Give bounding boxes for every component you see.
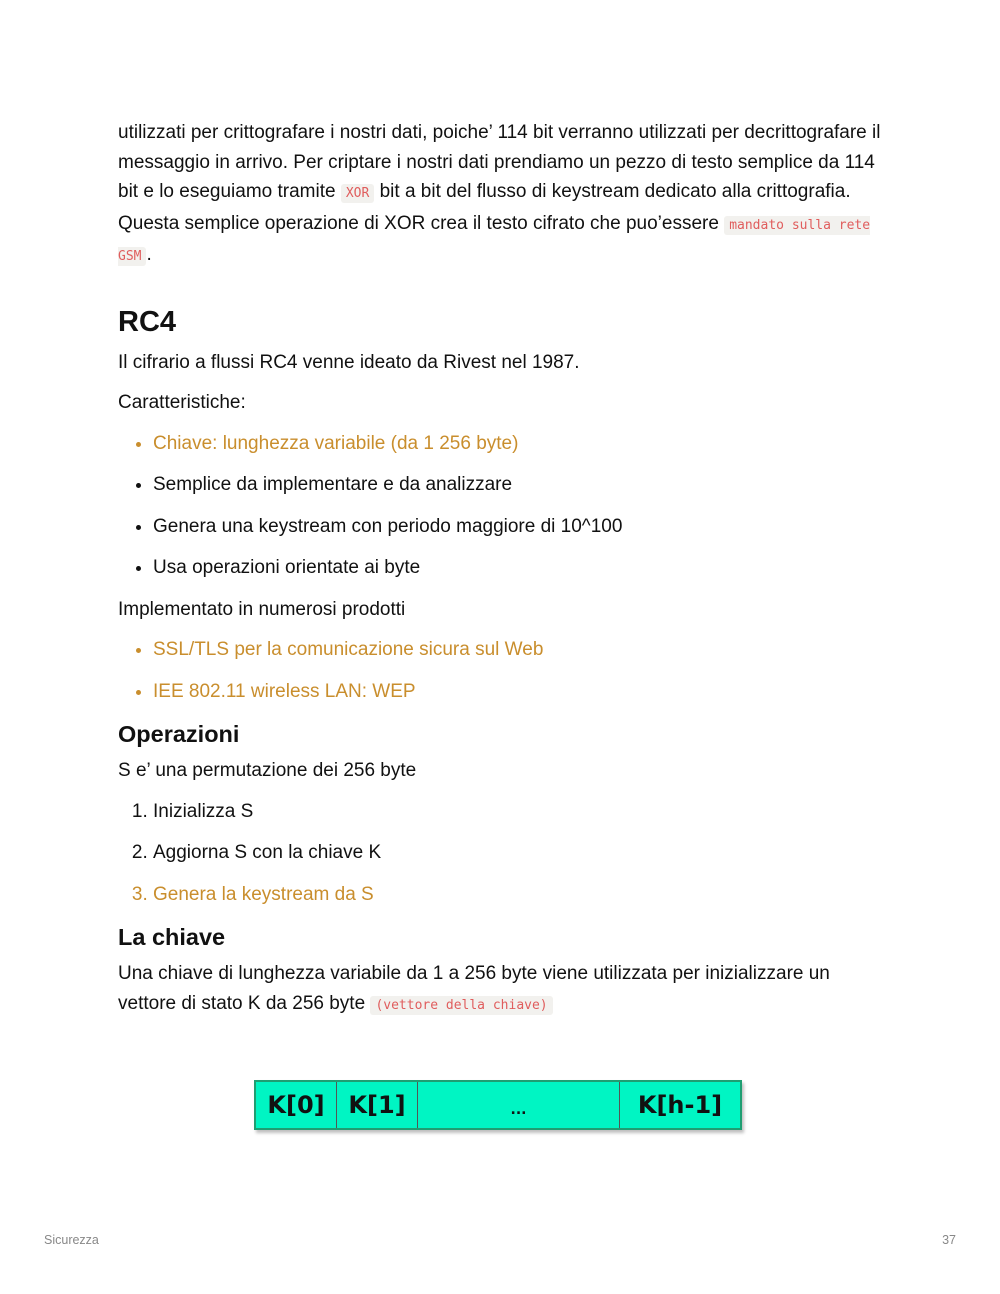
list-item: • Chiave: lunghezza variabile (da 1 256 byte) (153, 429, 888, 459)
key-cell: K[h-1] (637, 1091, 723, 1119)
rc4-description: Il cifrario a flussi RC4 venne ideato da Rivest nel 1987. (118, 351, 580, 373)
heading-rc4: RC4 (118, 305, 177, 338)
list-item: • Usa operazioni orientate ai byte (153, 553, 888, 583)
list-item: • IEE 802.11 wireless LAN: WEP (153, 677, 888, 707)
steps-list (118, 797, 888, 910)
key-cell: K[0] (256, 1082, 337, 1128)
intro-paragraph (118, 118, 888, 272)
inline-code-gsm: mandato sulla rete GSM (118, 217, 871, 264)
features-list (118, 429, 888, 583)
list-item: • SSL/TLS per la comunicazione sicura sul Web (153, 635, 888, 665)
intro-text-2: bit a bit del flusso di keystream dedicato alla crittografia. Questa semplice operazione di XOR crea il testo cifrato che puo’essere (118, 181, 851, 234)
intro-text-1: utilizzati per crittografare i nostri dati, poiche’ 114 bit verranno utilizzati per decrittografare il messaggio in arrivo. Per criptare i nostri dati prendiamo un pezzo di testo semplice da 114 bit e lo eseguiamo tramite (118, 122, 881, 202)
page-content (118, 118, 888, 1020)
products-label: Implementato in numerosi prodotti (118, 598, 406, 620)
features-label: Caratteristiche: (118, 392, 246, 413)
list-item: 2. Aggiorna S con la chiave K (153, 838, 888, 868)
chiave-text: Una chiave di lunghezza variabile da 1 a 256 byte viene utilizzata per inizializzare un vettore di stato K da 256 byte (118, 963, 830, 1014)
inline-code-vettore: (vettore della chiave) (370, 996, 552, 1015)
list-item: • Genera una keystream con periodo maggiore di 10^100 (153, 512, 888, 542)
heading-la-chiave: La chiave (118, 924, 226, 950)
key-cell-ellipsis: ... (418, 1082, 620, 1128)
intro-text-3: . (146, 244, 152, 265)
key-vector-figure (254, 1080, 742, 1130)
operazioni-description: S e’ una permutazione dei 256 byte (118, 760, 417, 781)
inline-code-xor: XOR (341, 184, 374, 203)
page-number: 37 (942, 1233, 956, 1247)
heading-operazioni: Operazioni (118, 721, 240, 747)
products-list (118, 635, 888, 706)
list-item: 3. Genera la keystream da S (153, 880, 888, 910)
key-cell: K[1] (337, 1082, 418, 1128)
list-item: • Semplice da implementare e da analizzare (153, 470, 888, 500)
chiave-paragraph (118, 959, 888, 1020)
list-item: 1. Inizializza S (153, 797, 888, 827)
footer-title: Sicurezza (44, 1233, 99, 1247)
